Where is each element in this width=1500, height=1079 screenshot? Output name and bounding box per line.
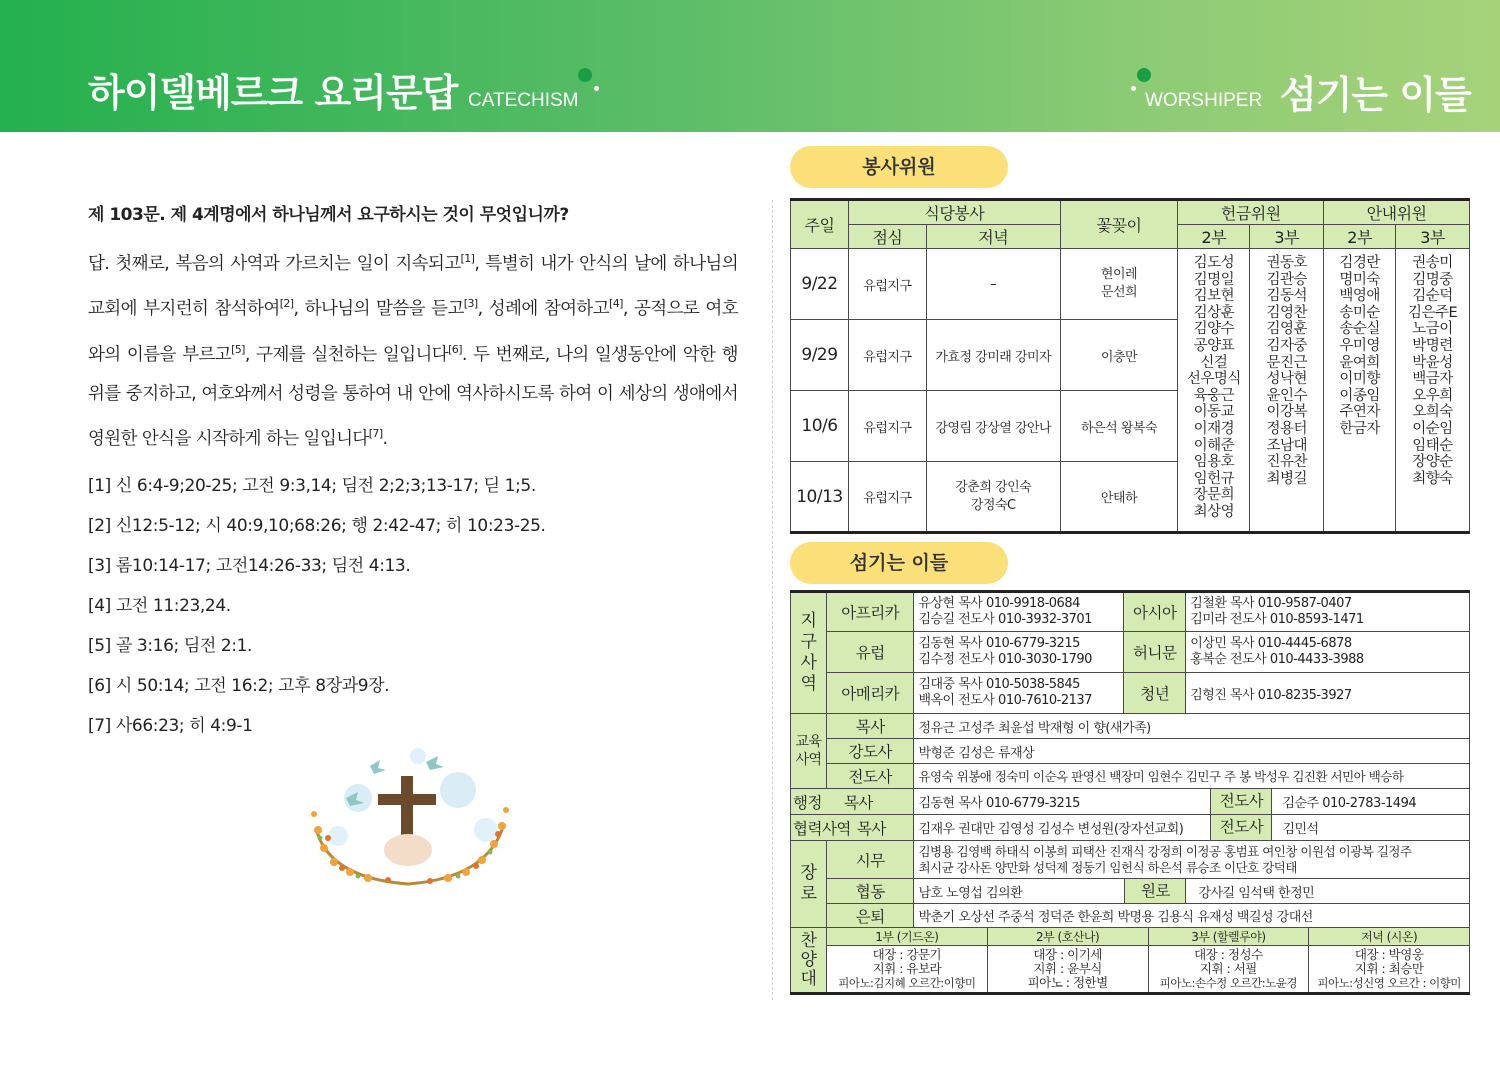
row-lunch: 유럽지구 bbox=[848, 391, 926, 462]
volunteer-name: 권동호 bbox=[1266, 255, 1307, 271]
table-row bbox=[791, 673, 1470, 714]
reference-item: [6] 시 50:14; 고전 16:2; 고후 8장과9장. bbox=[88, 675, 390, 696]
cross-wreath-illustration bbox=[298, 738, 528, 888]
worshipers-table bbox=[790, 590, 1470, 995]
volunteer-name: 송미순 bbox=[1339, 304, 1380, 321]
elders-active-names: 김병용 김영백 하태식 이봉희 피택산 진재식 강정희 이정공 홍범표 여인창 이원섭 이광복 길정주 최시균 강사돈 양만화 성덕제 정동기 임헌식 하은석 류승조 이단호 강덕태 bbox=[914, 841, 1470, 879]
coop-names: 김재우 권대만 김영성 김성수 변성원(장자선교회) 전도사 김민석 bbox=[914, 815, 1470, 841]
coop-label: 협력사역 목사 bbox=[791, 815, 914, 841]
volunteer-name: 조남대 bbox=[1266, 437, 1307, 454]
volunteer-name: 진유찬 bbox=[1266, 454, 1307, 471]
volunteer-name: 김명일 bbox=[1193, 271, 1235, 288]
education-evangelist-names: 유영숙 위봉애 정숙미 이순옥 판영신 백장미 임현수 김민구 주 봉 박성우 김진환 서민아 백승하 bbox=[914, 764, 1470, 789]
table-row bbox=[791, 928, 1470, 994]
volunteer-name: 윤여희 bbox=[1339, 354, 1380, 371]
decor-dot-icon bbox=[594, 86, 599, 91]
reference-item: [3] 롬10:14-17; 고전14:26-33; 딤전 4:13. bbox=[88, 555, 411, 576]
volunteer-name: 박윤성 bbox=[1412, 354, 1453, 371]
offering-3-list bbox=[1250, 249, 1324, 533]
decor-dot-icon bbox=[578, 68, 592, 82]
volunteer-name: 오희숙 bbox=[1412, 404, 1453, 421]
header-offering-3: 3부 bbox=[1250, 225, 1324, 249]
header-guide-2: 2부 bbox=[1324, 225, 1396, 249]
row-flowers: 하은석 왕복숙 bbox=[1060, 391, 1178, 462]
table-row bbox=[791, 789, 1470, 815]
volunteer-name: 임용호 bbox=[1193, 454, 1235, 471]
education-evangelist-role: 전도사 bbox=[826, 764, 913, 789]
table-row bbox=[791, 592, 1470, 632]
volunteer-name: 김명중 bbox=[1412, 271, 1453, 288]
volunteer-name: 이미향 bbox=[1339, 371, 1380, 388]
volunteer-name: 김은주E bbox=[1407, 304, 1458, 321]
catechism-subtitle: CATECHISM bbox=[468, 90, 579, 111]
volunteer-name: 최상영 bbox=[1193, 503, 1235, 520]
volunteer-name: 장문희 bbox=[1193, 487, 1235, 504]
regional-label: 지구사역 bbox=[791, 592, 827, 714]
volunteer-name: 이동교 bbox=[1193, 404, 1235, 421]
choir-grid bbox=[826, 928, 1469, 994]
choir-4: 저녁 (시온) 대장 : 박영웅 지휘 : 최승만 피아노:성신영 오르간 : 이향미 bbox=[1309, 928, 1469, 992]
volunteer-name: 최병길 bbox=[1266, 470, 1307, 487]
volunteer-name: 김동석 bbox=[1266, 288, 1307, 305]
volunteer-name: 오우희 bbox=[1412, 387, 1453, 404]
region-asia-contacts: 김철환 목사 010-9587-0407 김미라 전도사 010-8593-1471 bbox=[1186, 592, 1470, 632]
table-row bbox=[791, 879, 1470, 904]
volunteer-name: 김도성 bbox=[1193, 255, 1235, 271]
volunteer-name: 문진근 bbox=[1266, 354, 1307, 371]
decor-dot-icon bbox=[1131, 86, 1136, 91]
reference-item: [5] 골 3:16; 딤전 2:1. bbox=[88, 635, 253, 656]
header-guide-3: 3부 bbox=[1396, 225, 1470, 249]
volunteer-name: 송순실 bbox=[1339, 321, 1380, 338]
admin-names: 김동현 목사 010-6779-3215 전도사 김순주 010-2783-1494 bbox=[914, 789, 1470, 815]
header-offering: 헌금위원 bbox=[1178, 200, 1324, 225]
elders-retired-names: 박춘기 오상선 주중석 정덕준 한윤희 박명용 김용식 유재성 백길성 강대선 bbox=[914, 904, 1470, 928]
volunteer-name: 신걸 bbox=[1200, 354, 1228, 371]
row-dinner: 강춘희 강인숙 강정숙C bbox=[926, 462, 1060, 533]
row-date: 9/22 bbox=[791, 249, 849, 320]
row-lunch: 유럽지구 bbox=[848, 462, 926, 533]
worshiper-title: 섬기는 이들 bbox=[1280, 73, 1471, 117]
education-preacher-names: 박형준 김성은 류재상 bbox=[914, 739, 1470, 764]
volunteer-name: 김양수 bbox=[1193, 321, 1235, 338]
education-label: 교육사역 bbox=[791, 714, 827, 789]
table-row bbox=[791, 632, 1470, 673]
volunteer-name: 공양표 bbox=[1193, 337, 1235, 354]
table-row bbox=[791, 904, 1470, 928]
reference-item: [2] 신12:5-12; 시 40:9,10;68:26; 행 2:42-47; 히 10:23-25. bbox=[88, 515, 546, 536]
volunteer-name: 이강복 bbox=[1266, 404, 1307, 421]
education-pastor-role: 목사 bbox=[826, 714, 913, 739]
volunteer-name: 백금자 bbox=[1412, 371, 1453, 388]
admin-label: 행정 목사 bbox=[791, 789, 914, 815]
guide-3-list bbox=[1396, 249, 1470, 533]
volunteer-name: 윤인수 bbox=[1266, 387, 1307, 404]
volunteer-name: 김관승 bbox=[1266, 271, 1307, 288]
volunteer-name: 육웅근 bbox=[1193, 387, 1235, 404]
volunteer-name: 정용터 bbox=[1266, 420, 1307, 437]
table-row bbox=[791, 739, 1470, 764]
region-america: 아메리카 bbox=[826, 673, 913, 714]
row-flowers: 이충만 bbox=[1060, 320, 1178, 391]
region-africa: 아프리카 bbox=[826, 592, 913, 632]
table-row bbox=[791, 841, 1470, 879]
volunteer-name: 김보현 bbox=[1193, 288, 1235, 305]
reference-item: [1] 신 6:4-9;20-25; 고전 9:3,14; 딤전 2;2;3;13-17; 딛 1;5. bbox=[88, 475, 536, 496]
volunteer-name: 성낙현 bbox=[1266, 371, 1307, 388]
row-dinner: 가효정 강미래 강미자 bbox=[926, 320, 1060, 391]
volunteer-name: 김영찬 bbox=[1266, 304, 1307, 321]
volunteer-name: 이종임 bbox=[1339, 387, 1380, 404]
volunteer-name: 명미숙 bbox=[1339, 271, 1380, 288]
region-honeymoon-contacts: 이상민 목사 010-4445-6878 홍복순 전도사 010-4433-3988 bbox=[1186, 632, 1470, 673]
row-dinner: 강영림 강상열 강안나 bbox=[926, 391, 1060, 462]
volunteer-name: 이재경 bbox=[1193, 420, 1235, 437]
region-europe-contacts: 김동현 목사 010-6779-3215 김수정 전도사 010-3030-1790 bbox=[914, 632, 1124, 673]
volunteer-name: 박명련 bbox=[1412, 337, 1453, 354]
region-youth: 청년 bbox=[1124, 673, 1186, 714]
choir-label: 찬양대 bbox=[791, 928, 827, 994]
volunteers-table bbox=[790, 198, 1470, 534]
volunteer-name: 주연자 bbox=[1339, 404, 1380, 421]
volunteer-name: 백영애 bbox=[1339, 288, 1380, 305]
guide-2-list bbox=[1324, 249, 1396, 533]
header-meal: 식당봉사 bbox=[848, 200, 1060, 225]
offering-2-list bbox=[1178, 249, 1250, 533]
volunteer-name: 김순덕 bbox=[1412, 288, 1453, 305]
choir-3: 3부 (할렐루야) 대장 : 정성수 지휘 : 서필 피아노:손수정 오르간:노윤경 bbox=[1149, 928, 1310, 992]
row-flowers: 현이레 문선희 bbox=[1060, 249, 1178, 320]
volunteers-heading: 봉사위원 bbox=[790, 146, 1008, 188]
region-asia: 아시아 bbox=[1124, 592, 1186, 632]
table-row bbox=[791, 764, 1470, 789]
elders-assoc-names: 남호 노영섭 김의환 원로 강사길 임석택 한정민 bbox=[914, 879, 1470, 904]
elders-active-role: 시무 bbox=[826, 841, 913, 879]
volunteer-name: 우미영 bbox=[1339, 337, 1380, 354]
header-guide: 안내위원 bbox=[1324, 200, 1470, 225]
catechism-question: 제 103문. 제 4계명에서 하나님께서 요구하시는 것이 무엇입니까? bbox=[88, 205, 569, 225]
catechism-answer: 답. 첫째로, 복음의 사역과 가르치는 일이 지속되고[1], 특별히 내가 안식의 날에 하나님의 교회에 부지런히 참석하여[2], 하나님의 말씀을 듣고[3], 성례에 참여하고[4], 공적으로 여호와의 이름을 부르고[5], 구제를 실천하는 일입니다[6]. 두 번째로, 나의 일생동안에 악한 행위를 중지하고, 여호와께서 성령을 통하여 내 안에 역사하시도록 하여 이 세상의 생애에서 영원한 안식을 시작하게 하는 일입니다[7]. bbox=[88, 252, 739, 450]
decor-dot-icon bbox=[1137, 68, 1151, 82]
choir-2: 2부 (호산나) 대장 : 이기세 지휘 : 윤부식 피아노 : 정한별 bbox=[988, 928, 1149, 992]
catechism-section bbox=[88, 200, 738, 746]
education-preacher-role: 강도사 bbox=[826, 739, 913, 764]
volunteer-name: 권송미 bbox=[1412, 255, 1453, 271]
choir-1: 1부 (기드온) 대장 : 강문기 지휘 : 유보라 피아노:김지혜 오르간:이향미 bbox=[827, 928, 988, 992]
header-offering-2: 2부 bbox=[1178, 225, 1250, 249]
region-africa-contacts: 유상현 목사 010-9918-0684 김승길 전도사 010-3932-3701 bbox=[914, 592, 1124, 632]
row-date: 10/6 bbox=[791, 391, 849, 462]
worshipers-heading: 섬기는 이들 bbox=[790, 542, 1008, 584]
volunteer-name: 노금이 bbox=[1412, 321, 1453, 338]
volunteer-name: 최향숙 bbox=[1412, 470, 1453, 487]
volunteer-name: 장양순 bbox=[1412, 454, 1453, 471]
education-pastor-names: 정유근 고성주 최윤섭 박재형 이 향(새가족) bbox=[914, 714, 1470, 739]
row-lunch: 유럽지구 bbox=[848, 320, 926, 391]
catechism-title: 하이델베르크 요리문답 bbox=[88, 71, 458, 115]
header-band bbox=[0, 0, 1500, 132]
volunteer-name: 한금자 bbox=[1339, 420, 1380, 437]
table-row bbox=[791, 815, 1470, 841]
elders-retired-role: 은퇴 bbox=[826, 904, 913, 928]
scripture-references bbox=[88, 466, 738, 746]
row-flowers: 안태하 bbox=[1060, 462, 1178, 533]
header-date: 주일 bbox=[791, 200, 849, 249]
volunteer-name: 선우명식 bbox=[1186, 371, 1241, 388]
volunteer-name: 임헌규 bbox=[1193, 470, 1235, 487]
reference-item: [4] 고전 11:23,24. bbox=[88, 595, 231, 616]
volunteer-name: 임태순 bbox=[1412, 437, 1453, 454]
elders-label: 장로 bbox=[791, 841, 827, 928]
header-lunch: 점심 bbox=[848, 225, 926, 249]
volunteer-name: 김경란 bbox=[1339, 255, 1380, 271]
volunteer-name: 이순임 bbox=[1412, 420, 1453, 437]
reference-item: [7] 사66:23; 히 4:9-1 bbox=[88, 715, 253, 736]
table-row bbox=[791, 714, 1470, 739]
region-youth-contacts: 김형진 목사 010-8235-3927 bbox=[1186, 673, 1470, 714]
row-lunch: 유럽지구 bbox=[848, 249, 926, 320]
region-america-contacts: 김대중 목사 010-5038-5845 백옥이 전도사 010-7610-2137 bbox=[914, 673, 1124, 714]
volunteer-name: 김영훈 bbox=[1266, 321, 1307, 338]
volunteer-name: 김자중 bbox=[1266, 337, 1307, 354]
column-divider bbox=[772, 200, 773, 1000]
row-dinner: – bbox=[926, 249, 1060, 320]
table-row bbox=[791, 249, 1470, 320]
worshiper-subtitle: WORSHIPER bbox=[1145, 90, 1263, 111]
volunteer-name: 이해준 bbox=[1193, 437, 1235, 454]
row-date: 10/13 bbox=[791, 462, 849, 533]
region-honeymoon: 허니문 bbox=[1124, 632, 1186, 673]
header-flowers: 꽃꽂이 bbox=[1060, 200, 1178, 249]
row-date: 9/29 bbox=[791, 320, 849, 391]
volunteer-name: 김상훈 bbox=[1193, 304, 1235, 321]
elders-assoc-role: 협동 bbox=[826, 879, 913, 904]
header-dinner: 저녁 bbox=[926, 225, 1060, 249]
region-europe: 유럽 bbox=[826, 632, 913, 673]
